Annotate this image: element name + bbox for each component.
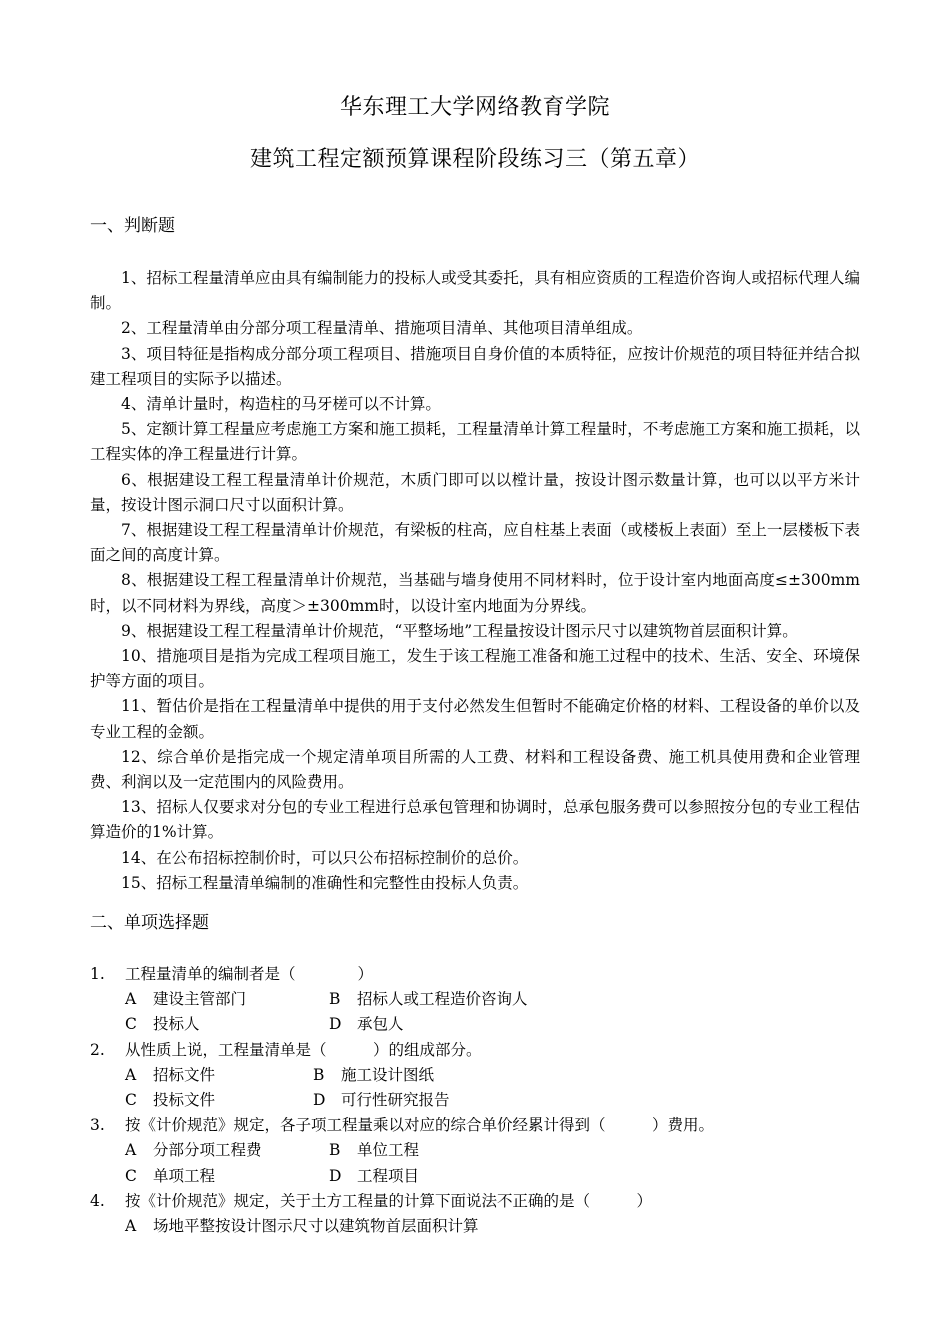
true-false-item: 3、项目特征是指构成分部分项工程项目、措施项目自身价值的本质特征，应按计价规范的项目特征并结合拟建工程项目的实际予以描述。 — [90, 344, 860, 388]
option-text: 招标人或工程造价咨询人 — [357, 990, 528, 1009]
question-number: 2. — [90, 1040, 105, 1059]
true-false-item: 11、暂估价是指在工程量清单中提供的用于支付必然发生但暂时不能确定价格的材料、工程设备的单价以及专业工程的金额。 — [90, 697, 860, 741]
true-false-item: 13、招标人仅要求对分包的专业工程进行总承包管理和协调时，总承包服务费可以参照按分包的专业工程估算造价的1%计算。 — [90, 798, 860, 842]
option — [125, 1164, 329, 1189]
true-false-list — [90, 266, 860, 896]
option-row — [90, 1138, 860, 1163]
question-text: 从性质上说，工程量清单是（ ）的组成部分。 — [125, 1040, 482, 1059]
question-text: 按《计价规范》规定，各子项工程量乘以对应的综合单价经累计得到（ ）费用。 — [125, 1116, 715, 1135]
document-subtitle: 建筑工程定额预算课程阶段练习三（第五章） — [249, 147, 700, 172]
option-key: B — [329, 990, 341, 1009]
option-text: 施工设计图纸 — [341, 1065, 435, 1084]
option-text: 建设主管部门 — [153, 990, 247, 1009]
option-text: 单项工程 — [153, 1166, 216, 1185]
option-key: D — [329, 1166, 342, 1185]
option-row — [90, 1088, 860, 1113]
question-number: 1. — [90, 965, 105, 983]
true-false-item: 8、根据建设工程工程量清单计价规范，当基础与墙身使用不同材料时，位于设计室内地面高度≤±300mm时，以不同材料为界线，高度＞±300mm时，以设计室内地面为分界线。 — [90, 571, 860, 615]
option — [125, 1214, 479, 1239]
question-text: 工程量清单的编制者是（ ） — [125, 965, 374, 983]
true-false-item: 2、工程量清单由分部分项工程量清单、措施项目清单、其他项目清单组成。 — [121, 319, 643, 338]
question-text: 按《计价规范》规定，关于土方工程量的计算下面说法不正确的是（ ） — [125, 1191, 653, 1210]
option-key: C — [125, 1015, 137, 1034]
true-false-item: 9、根据建设工程工程量清单计价规范，“平整场地”工程量按设计图示尺寸以建筑物首层面积计算。 — [121, 621, 798, 640]
option — [125, 1063, 313, 1088]
option-text: 投标文件 — [153, 1091, 216, 1110]
option-key: C — [125, 1166, 137, 1185]
question — [90, 1038, 860, 1063]
option-row — [90, 1214, 860, 1239]
multiple-choice-list — [90, 962, 860, 1239]
option-key: B — [313, 1065, 325, 1084]
option-text: 场地平整按设计图示尺寸以建筑物首层面积计算 — [153, 1217, 479, 1236]
option — [329, 1138, 419, 1163]
option — [125, 987, 329, 1012]
option — [329, 1164, 419, 1189]
option-row — [90, 987, 860, 1012]
option — [125, 1012, 329, 1037]
option-key: A — [125, 990, 137, 1009]
option — [125, 1138, 329, 1163]
true-false-item: 12、综合单价是指完成一个规定清单项目所需的人工费、材料和工程设备费、施工机具使用费和企业管理费、利润以及一定范围内的风险费用。 — [90, 747, 860, 792]
option-text: 投标人 — [153, 1015, 200, 1034]
question-number: 3. — [90, 1116, 105, 1135]
option-key: C — [125, 1091, 137, 1110]
option-row — [90, 1063, 860, 1088]
option-key: D — [329, 1015, 342, 1034]
true-false-item: 6、根据建设工程工程量清单计价规范，木质门即可以以樘计量，按设计图示数量计算，也可以以平方米计量，按设计图示洞口尺寸以面积计算。 — [90, 470, 860, 514]
question — [90, 962, 860, 987]
option-text: 承包人 — [357, 1015, 404, 1034]
option-key: A — [125, 1141, 137, 1160]
true-false-item: 1、招标工程量清单应由具有编制能力的投标人或受其委托，具有相应资质的工程造价咨询人或招标代理人编制。 — [90, 269, 860, 313]
option-text: 可行性研究报告 — [341, 1091, 450, 1110]
option-key: D — [313, 1091, 326, 1110]
option-row — [90, 1012, 860, 1037]
option-text: 分部分项工程费 — [153, 1141, 262, 1160]
option — [313, 1088, 450, 1113]
option — [125, 1088, 313, 1113]
option-key: A — [125, 1065, 137, 1084]
option — [329, 1012, 404, 1037]
option-text: 单位工程 — [357, 1141, 420, 1160]
true-false-item: 5、定额计算工程量应考虑施工方案和施工损耗，工程量清单计算工程量时，不考虑施工方案和施工损耗，以工程实体的净工程量进行计算。 — [90, 420, 860, 464]
question — [90, 1113, 860, 1138]
option-text: 工程项目 — [357, 1166, 420, 1185]
option-text: 招标文件 — [153, 1065, 216, 1084]
option-key: A — [125, 1217, 137, 1236]
true-false-item: 15、招标工程量清单编制的准确性和完整性由投标人负责。 — [121, 873, 529, 892]
option — [329, 987, 528, 1012]
true-false-item: 14、在公布招标控制价时，可以只公布招标控制价的总价。 — [121, 848, 529, 867]
option — [313, 1063, 434, 1088]
true-false-item: 10、措施项目是指为完成工程项目施工，发生于该工程施工准备和施工过程中的技术、生活、安全、环境保护等方面的项目。 — [90, 647, 860, 691]
option-row — [90, 1164, 860, 1189]
question — [90, 1189, 860, 1214]
section-heading-true-false: 一、判断题 — [90, 216, 175, 236]
true-false-item: 4、清单计量时，构造柱的马牙槎可以不计算。 — [121, 395, 441, 414]
option-key: B — [329, 1141, 341, 1160]
document-title: 华东理工大学网络教育学院 — [339, 95, 610, 120]
section-heading-multiple-choice: 二、单项选择题 — [90, 913, 209, 933]
true-false-item: 7、根据建设工程工程量清单计价规范，有梁板的柱高，应自柱基上表面（或楼板上表面）至上一层楼板下表面之间的高度计算。 — [90, 521, 860, 565]
question-number: 4. — [90, 1191, 105, 1210]
